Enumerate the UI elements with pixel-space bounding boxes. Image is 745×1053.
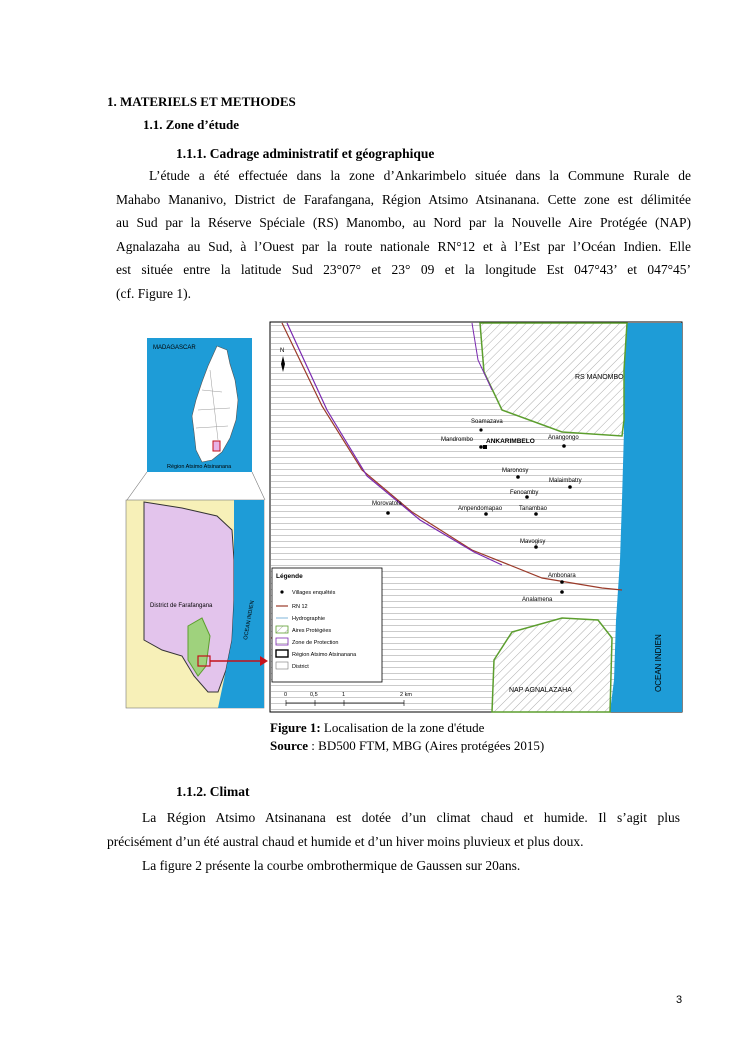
village-label: Ambonara [548,573,576,579]
paragraph-line: Mahabo Mananivo, District de Farafangana, Région Atsimo Atsinanana. Cette zone est délimitée [116,191,691,207]
paragraph-line: Agnalazaha au Sud, à l’Ouest par la route nationale RN°12 et à l’Est par l’Océan Indien. Elle [116,238,691,254]
section-heading: 1. MATERIELS ET METHODES [107,94,296,109]
paragraph-line: précisément d’un été austral chaud et humide et d’un hiver moins pluvieux et plus doux. [107,834,584,849]
figure-caption-text: Localisation de la zone d'étude [320,720,485,735]
village-label: Ampendomapao [458,506,503,512]
main-village-label: ANKARIMBELO [486,438,535,445]
legend-item: RN 12 [292,604,308,610]
map-legend [272,568,382,682]
zoom-line [252,472,265,500]
main-village-marker [483,445,487,449]
paragraph-line: est située entre la latitude Sud 23°07° et 23° 09 et la longitude Est 047°43’ et 047°45’ [116,262,691,277]
legend-district-symbol [276,662,288,669]
village-label: Mandrombo [441,437,474,443]
subsection-heading: 1.1. Zone d’étude [143,117,240,132]
location-map-figure [122,320,684,716]
legend-title: Légende [276,573,303,580]
rs-manombo-label: RS MANOMBO [575,374,624,381]
village-dot [560,590,564,594]
village-dot [562,444,566,448]
source-text: : BD500 FTM, MBG (Aires protégées 2015) [308,738,545,753]
inset-region-label: Région Atsimo Atsinanana [167,464,232,470]
district-label: District de Farafangana [150,603,213,609]
scale-label: 2 km [400,692,412,698]
legend-protected-symbol [276,626,288,633]
page-number: 3 [676,994,683,1006]
village-dot [534,545,538,549]
paragraph-line: au Sud par la Réserve Spéciale (RS) Manombo, au Nord par la Nouvelle Aire Protégée (NAP) [116,215,691,230]
scale-label: 0,5 [310,692,318,698]
village-dot [560,580,564,584]
ocean-label: OCEAN INDIEN [654,634,663,692]
figure-label: Figure 1: [270,720,321,735]
village-dot [479,428,482,431]
village-label: Anangongo [548,435,579,441]
paragraph-line: L’étude a été effectuée dans la zone d’Ankarimbelo située dans la Commune Rurale de [149,168,691,183]
nap-agnalazaha-label: NAP AGNALAZAHA [509,687,572,694]
legend-protection-symbol [276,638,288,645]
main-map [270,322,682,712]
village-label: Fenoamby [510,490,539,496]
climat-heading: 1.1.2. Climat [176,784,250,799]
scale-label: 0 [284,692,288,698]
scale-label: 1 [342,692,346,698]
paragraph-line: La Région Atsimo Atsinanana est dotée d’un climat chaud et humide. Il s’agit plus [142,810,680,825]
village-label: Mavogisy [520,539,546,545]
village-label: Malaimbatry [549,478,582,484]
village-dot [479,445,483,449]
legend-village-symbol [280,590,283,593]
legend-item: Villages enquêtés [292,590,336,596]
inset-region-highlight [213,441,220,451]
legend-item: Hydrographie [292,616,326,622]
village-dot [386,511,390,515]
legend-box [272,568,382,682]
figure-source-line [270,737,544,755]
legend-item: Zone de Protection [292,640,339,646]
village-label: Morovatola [372,501,402,507]
village-label: Tanambao [519,506,548,512]
village-label: Maronosy [502,468,529,474]
subsubsection-heading: 1.1.1. Cadrage administratif et géographique [176,146,435,161]
paragraph-line: La figure 2 présente la courbe ombrothermique de Gaussen sur 20ans. [142,858,521,873]
figure-caption [270,719,544,755]
madagascar-inset [147,338,252,472]
intro-paragraph [116,164,691,305]
legend-item: District [292,664,309,670]
north-label: N [280,348,285,354]
figure-title-line [270,719,544,737]
district-inset [126,500,264,708]
inset-ocean-label: OCEAN INDIEN [243,600,256,641]
inset-madagascar-label: MADAGASCAR [153,345,196,351]
legend-item: Aires Protégées [292,628,332,634]
village-dot [568,485,572,489]
zoom-line [127,472,147,500]
village-dot [516,475,520,479]
village-label: Soamazava [471,419,503,425]
climat-paragraph [107,806,680,878]
village-label: Analamena [522,597,553,603]
paragraph-line: (cf. Figure 1). [116,285,191,301]
village-dot [484,512,488,516]
legend-region-symbol [276,650,288,657]
legend-item: Région Atsimo Atsinanana [292,652,357,658]
source-label: Source [270,738,309,753]
village-dot [534,512,538,516]
